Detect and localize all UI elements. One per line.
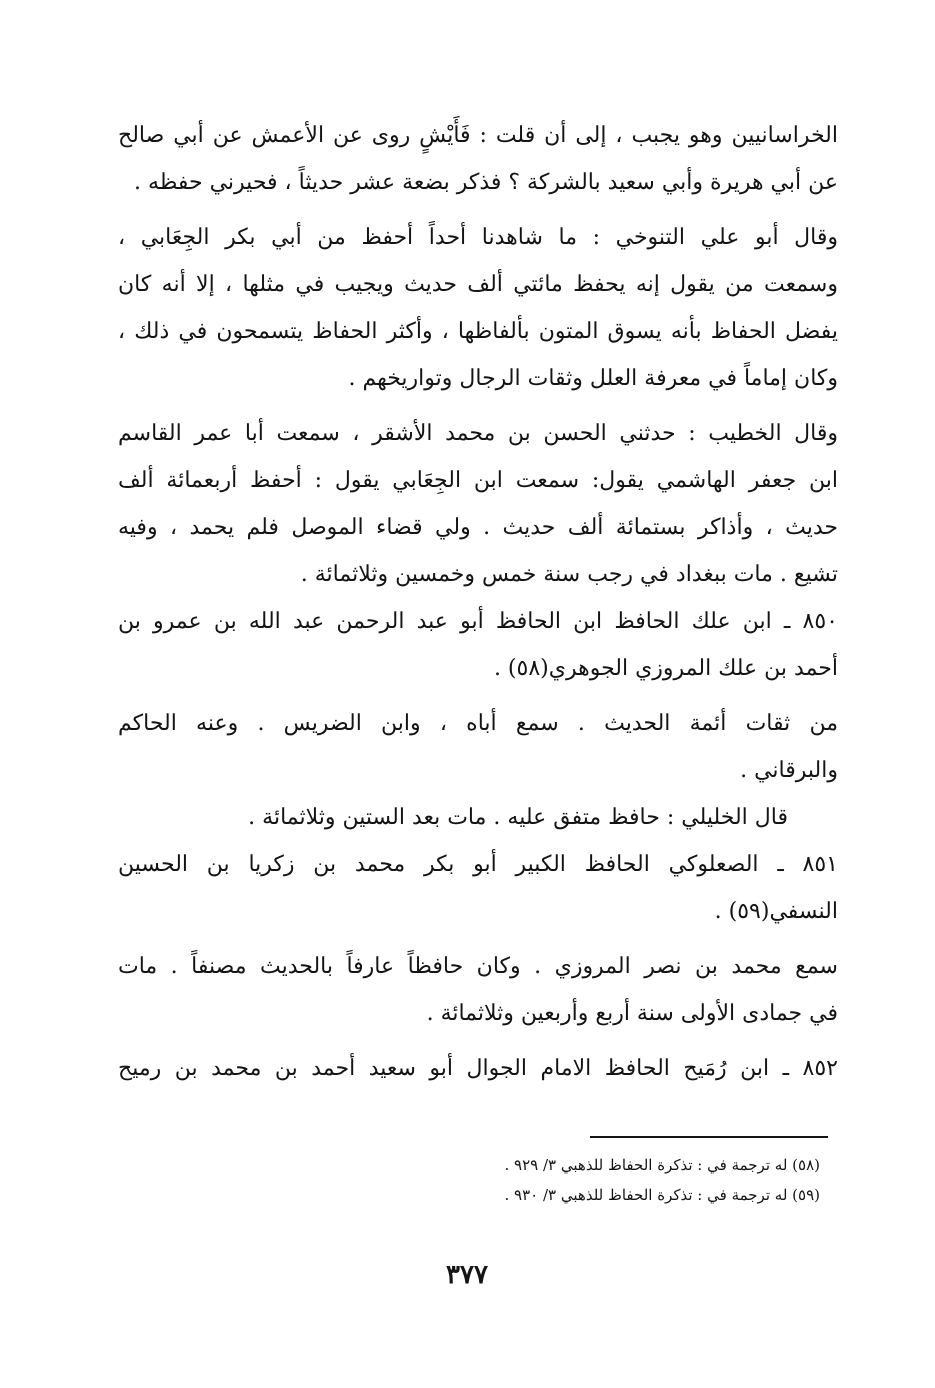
text-line: وقال الخطيب : حدثني الحسن بن محمد الأشقر ، سمعت أبا عمر القاسم xyxy=(118,421,838,446)
text-line: تشيع . مات ببغداد في رجب سنة خمس وخمسين وثلاثمائة . xyxy=(300,562,838,587)
text-line: في جمادى الأولى سنة أربع وأربعين وثلاثمائة . xyxy=(426,1001,838,1026)
main-text xyxy=(118,112,838,1092)
text-line: أحمد بن علك المروزي الجوهري(٥٨) . xyxy=(493,656,838,681)
text-line: النسفي(٥٩) . xyxy=(714,899,838,924)
entry-heading-850: ٨٥٠ ـ ابن علك الحافظ ابن الحافظ أبو عبد الرحمن عبد الله بن عمرو بن xyxy=(118,609,838,634)
text-line: سمع محمد بن نصر المروزي . وكان حافظاً عارفاً بالحديث مصنفاً . مات xyxy=(118,954,838,979)
text-line: قال الخليلي : حافظ متفق عليه . مات بعد الستين وثلاثمائة . xyxy=(248,805,788,830)
entry-heading-851: ٨٥١ ـ الصعلوكي الحافظ الكبير أبو بكر محمد بن زكريا بن الحسين xyxy=(118,852,838,877)
text-line: ابن جعفر الهاشمي يقول: سمعت ابن الجِعَابي يقول : أحفظ أربعمائة ألف xyxy=(118,468,838,493)
text-line: الخراسانيين وهو يجبب ، إلى أن قلت : فَأَيْشٍ روى عن الأعمش عن أبي صالح xyxy=(118,123,838,148)
text-line: يفضل الحفاظ بأنه يسوق المتون بألفاظها ، وأكثر الحفاظ يتسمحون في ذلك ، xyxy=(118,319,838,344)
footnote-separator xyxy=(590,1136,828,1138)
text-line: عن أبي هريرة وأبي سعيد بالشركة ؟ فذكر بضعة عشر حديثاً ، فحيرني حفظه . xyxy=(134,170,838,195)
footnotes xyxy=(300,1150,820,1210)
entry-heading-852: ٨٥٢ ـ ابن رُمَيح الحافظ الامام الجوال أبو سعيد أحمد بن محمد بن رميح xyxy=(118,1056,838,1081)
page-number: ٣٧٧ xyxy=(446,1260,488,1290)
text-line: حديث ، وأذاكر بستمائة ألف حديث . ولي قضاء الموصل فلم يحمد ، وفيه xyxy=(118,515,838,540)
text-line: وكان إماماً في معرفة العلل وثقات الرجال وتواريخهم . xyxy=(348,366,838,391)
text-line: وسمعت من يقول إنه يحفظ مائتي ألف حديث ويجيب في مثلها ، إلا أنه كان xyxy=(118,272,838,297)
text-line: وقال أبو علي التنوخي : ما شاهدنا أحداً أحفظ من أبي بكر الجِعَابي ، xyxy=(118,225,838,250)
text-line: والبرقاني . xyxy=(740,758,838,783)
text-line: من ثقات أئمة الحديث . سمع أباه ، وابن الضريس . وعنه الحاكم xyxy=(118,711,838,736)
footnote-59: (٥٩) له ترجمة في : تذكرة الحفاظ للذهبي ٣/ ٩٣٠ . xyxy=(504,1186,820,1204)
footnote-58: (٥٨) له ترجمة في : تذكرة الحفاظ للذهبي ٣/ ٩٢٩ . xyxy=(504,1156,820,1174)
